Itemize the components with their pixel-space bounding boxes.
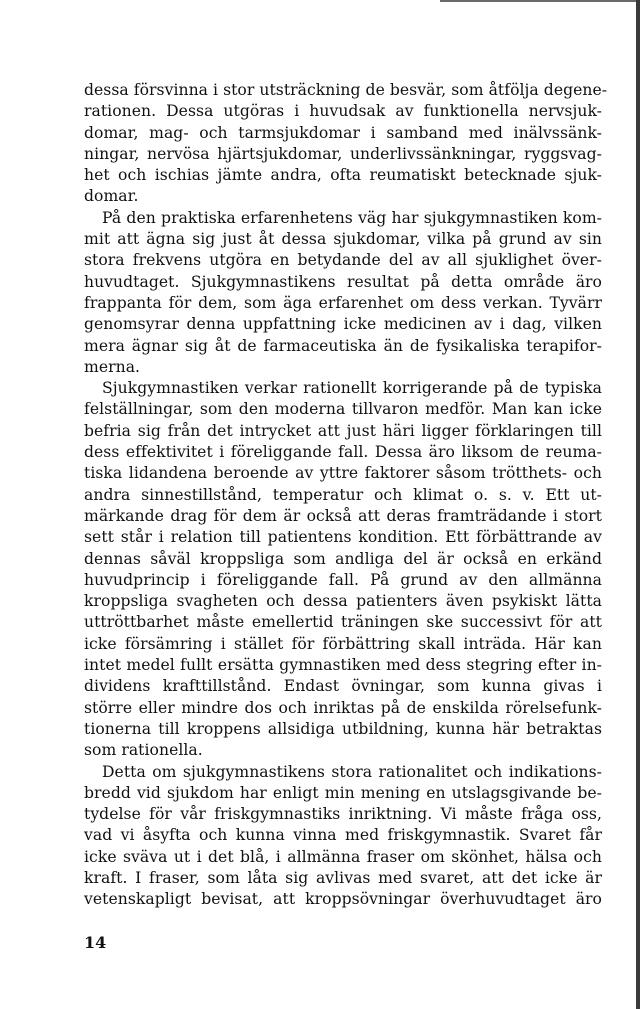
text-line: domar, mag- och tarmsjukdomar i samband med inälvssänk-: [84, 123, 602, 142]
text-line: På den praktiska erfarenhetens väg har sjukgymnastiken kom-: [102, 208, 602, 227]
text-line: dessa försvinna i stor utsträckning de besvär, som åtfölja degene-: [84, 81, 608, 99]
page-number: 14: [84, 933, 107, 952]
text-line: domar.: [84, 187, 139, 206]
body-text: [84, 80, 608, 911]
text-line: ningar, nervösa hjärtsjukdomar, underlivssänkningar, ryggsvag-: [84, 144, 602, 163]
text-line: vad vi åsyfta och kunna vinna med friskgymnastik. Svaret får: [84, 826, 602, 845]
text-line: Detta om sjukgymnastikens stora rationalitet och indikations-: [102, 762, 602, 781]
text-line: genomsyrar denna uppfattning icke medicinen av i dag, vilken: [84, 315, 602, 334]
text-line: vetenskapligt bevisat, att kroppsövningar överhuvudtaget äro: [84, 890, 602, 909]
text-line: andra sinnestillstånd, temperatur och klimat o. s. v. Ett ut-: [84, 485, 602, 504]
text-line: rationen. Dessa utgöras i huvudsak av funktionella nervsjuk-: [84, 102, 602, 121]
text-line: dividens krafttillstånd. Endast övningar, som kunna givas i: [84, 677, 602, 696]
page-edge-right: [636, 0, 640, 1009]
text-line: befria sig från det intrycket att just häri ligger förklaringen till: [84, 421, 602, 440]
text-line: felställningar, som den moderna tillvaron medför. Man kan icke: [84, 400, 602, 419]
text-line: huvudtaget. Sjukgymnastikens resultat på detta område äro: [84, 272, 602, 291]
text-line: frappanta för dem, som äga erfarenhet om dess verkan. Tyvärr: [84, 293, 602, 312]
text-line: större eller mindre dos och inriktas på de enskilda rörelsefunk-: [84, 698, 602, 717]
text-line: icke sväva ut i det blå, i allmänna fraser om skönhet, hälsa och: [84, 847, 602, 866]
text-line: Sjukgymnastiken verkar rationellt korrigerande på de typiska: [102, 379, 602, 398]
text-line: uttröttbarhet måste emellertid träningen ske successivt för att: [84, 613, 602, 632]
text-line: märkande drag för dem är också att deras framträdande i stort: [84, 506, 602, 525]
text-line: kroppsliga svagheten och dessa patienters även psykiskt lätta: [84, 592, 602, 611]
text-line: som rationella.: [84, 741, 203, 760]
text-line: kraft. I fraser, som låta sig avlivas med svaret, att det icke är: [84, 868, 602, 887]
text-line: stora frekvens utgöra en betydande del av all sjuklighet över-: [84, 251, 602, 270]
text-line: het och ischias jämte andra, ofta reumatiskt betecknade sjuk-: [84, 166, 602, 185]
page-edge-top: [440, 0, 640, 2]
text-line: icke försämring i stället för förbättring skall inträda. Här kan: [84, 634, 602, 653]
text-line: mera ägnar sig åt de farmaceutiska än de fysikaliska terapifor-: [84, 336, 602, 355]
text-line: dennas såväl kroppsliga som andliga del är också en erkänd: [84, 549, 602, 568]
text-line: mit att ägna sig just åt dessa sjukdomar, vilka på grund av sin: [84, 230, 602, 249]
text-line: tiska lidandena beroende av yttre faktorer såsom trötthets- och: [84, 464, 602, 483]
text-line: merna.: [84, 357, 141, 376]
text-line: intet medel fullt ersätta gymnastiken med dess stegring efter in-: [84, 656, 602, 675]
text-line: tydelse för vår friskgymnastiks inriktning. Vi måste fråga oss,: [84, 805, 602, 824]
text-line: huvudprincip i föreliggande fall. På grund av den allmänna: [84, 570, 602, 589]
text-line: tionerna till kroppens allsidiga utbildning, kunna här betraktas: [84, 719, 602, 738]
text-line: bredd vid sjukdom har enligt min mening en utslagsgivande be-: [84, 783, 602, 802]
text-line: dess effektivitet i föreliggande fall. Dessa äro liksom de reuma-: [84, 443, 602, 462]
text-line: sett står i relation till patientens kondition. Ett förbättrande av: [84, 528, 602, 547]
